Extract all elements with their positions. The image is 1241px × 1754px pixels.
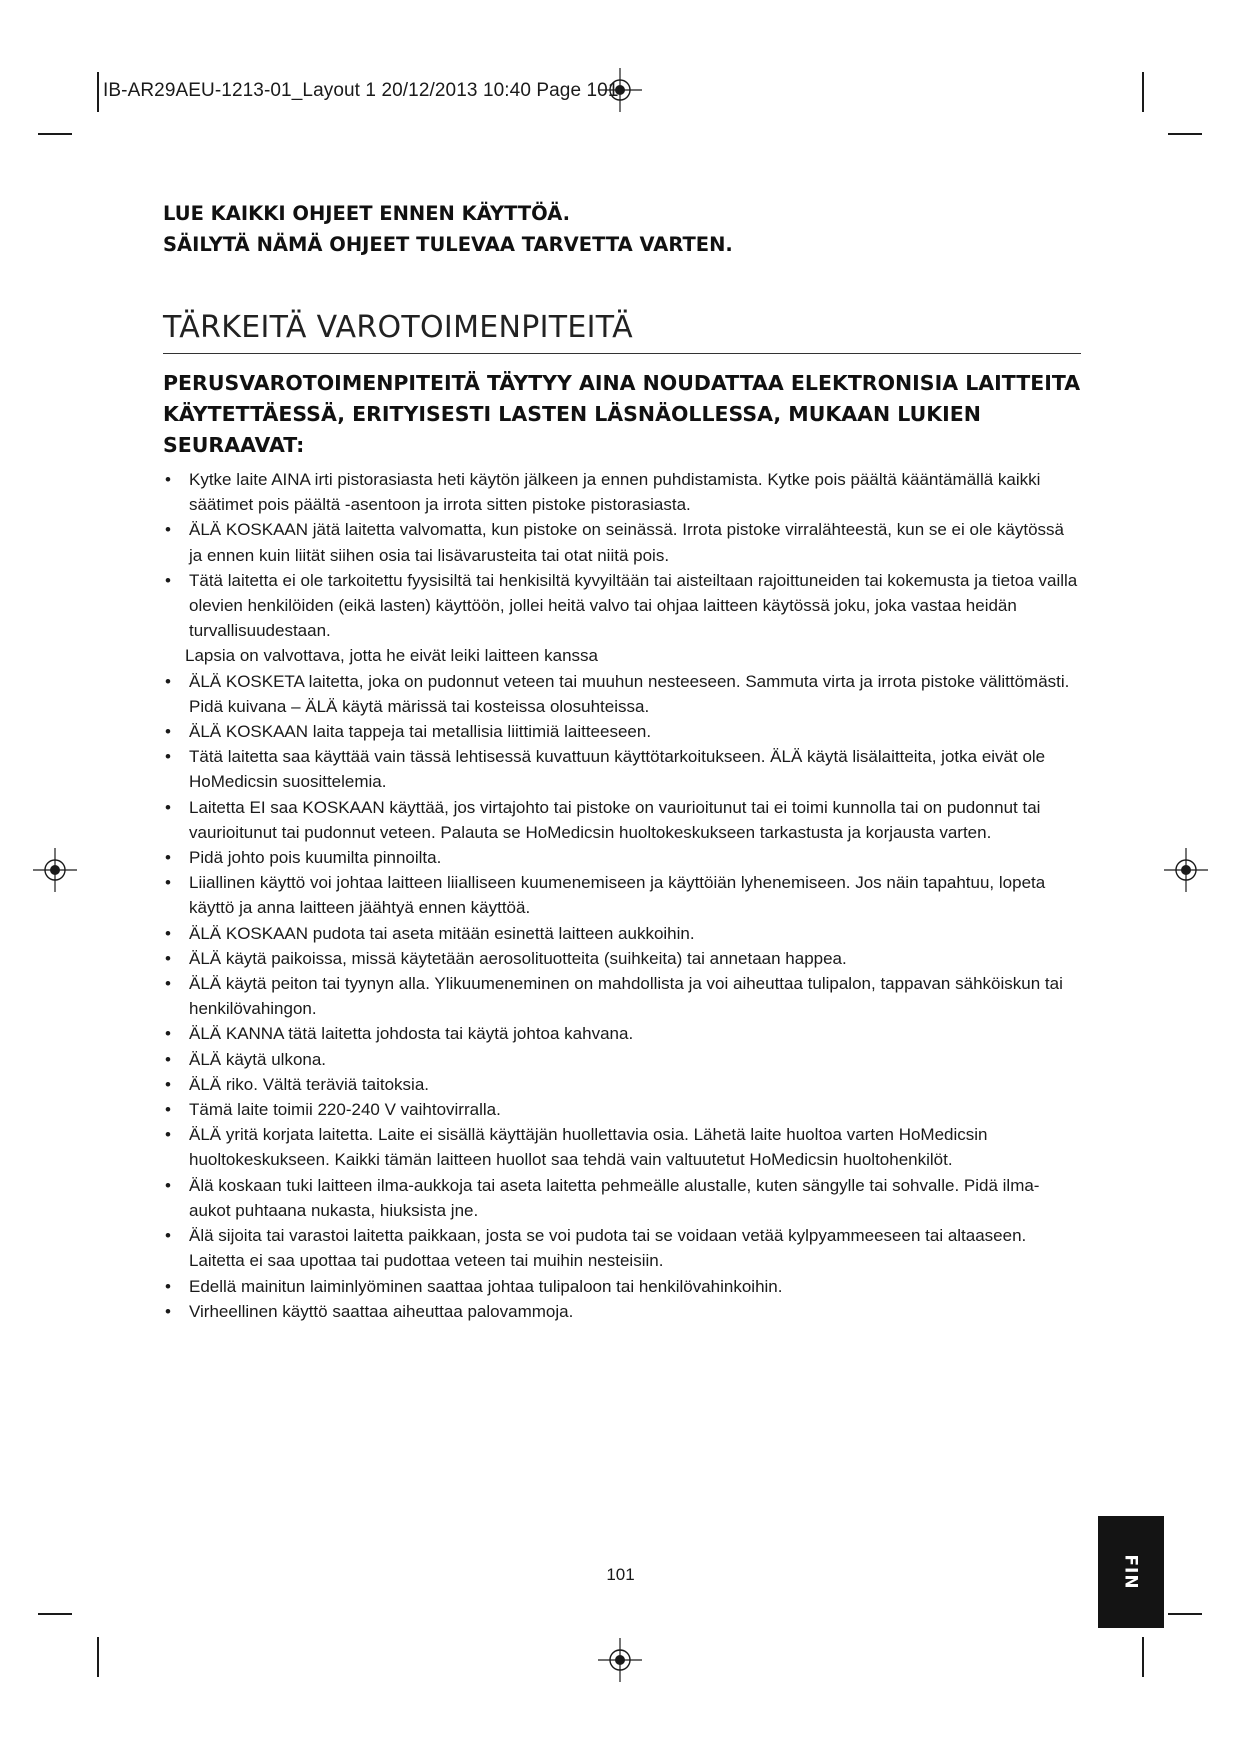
list-item: • Tätä laitetta ei ole tarkoitettu fyysisiltä tai henkisiltä kyvyiltään tai aisteiltaan rajoittuneiden tai kokemusta ja tietoa vailla olevien henkilöiden (eikä lasten) käyttöön, jollei heitä valvo tai ohjaa laitteen käytössä joku, joka vastaa heidän turvallisuudestaan.	[163, 568, 1081, 644]
list-item: • ÄLÄ KOSKETA laitetta, joka on pudonnut veteen tai muuhun nesteeseen. Sammuta virta ja irrota pistoke välittömästi. Pidä kuivana – ÄLÄ käytä märissä tai kosteissa olosuhteissa.	[163, 669, 1081, 719]
list-item: • Kytke laite AINA irti pistorasiasta heti käytön jälkeen ja ennen puhdistamista. Kytke pois päältä kääntämällä kaikki säätimet pois päältä -asentoon ja irrota sitten pistoke pistorasiasta.	[163, 467, 1081, 517]
crop-mark-bottom-right-horizontal	[1168, 1613, 1202, 1615]
registration-mark-bottom-icon	[598, 1638, 642, 1682]
crop-mark-bottom-left-vertical	[97, 1637, 99, 1677]
list-item: • ÄLÄ käytä ulkona.	[163, 1047, 1081, 1072]
crop-mark-top-right-vertical	[1142, 72, 1144, 112]
registration-mark-left-icon	[33, 848, 77, 892]
list-item: • Edellä mainitun laiminlyöminen saattaa johtaa tulipaloon tai henkilövahinkoihin.	[163, 1274, 1081, 1299]
list-item: • ÄLÄ käytä paikoissa, missä käytetään aerosolituotteita (suihkeita) tai annetaan happea.	[163, 946, 1081, 971]
page-number: 101	[606, 1565, 635, 1584]
section-subheading: PERUSVAROTOIMENPITEITÄ TÄYTYY AINA NOUDATTAA ELEKTRONISIA LAITTEITA KÄYTETTÄESSÄ, ERITYISESTI LASTEN LÄSNÄOLLESSA, MUKAAN LUKIEN SEURAAVAT:	[163, 371, 1081, 457]
crop-mark-top-left-horizontal	[38, 133, 72, 135]
intro-line-1: LUE KAIKKI OHJEET ENNEN KÄYTTÖÄ.	[163, 202, 571, 225]
list-item: • ÄLÄ KANNA tätä laitetta johdosta tai käytä johtoa kahvana.	[163, 1021, 1081, 1046]
list-item: • ÄLÄ KOSKAAN jätä laitetta valvomatta, kun pistoke on seinässä. Irrota pistoke virralähteestä, kun se ei ole käytössä ja ennen kuin liität siihen osia tai lisävarusteita tai otat niitä pois.	[163, 517, 1081, 567]
list-item: • Tätä laitetta saa käyttää vain tässä lehtisessä kuvattuun käyttötarkoitukseen. ÄLÄ käytä lisälaitteita, jotka eivät ole HoMedicsin suosittelemia.	[163, 744, 1081, 794]
language-tab	[1098, 1516, 1164, 1628]
list-item: Lapsia on valvottava, jotta he eivät leiki laitteen kanssa	[185, 646, 598, 666]
list-item: • Älä koskaan tuki laitteen ilma-aukkoja tai aseta laitetta pehmeälle alustalle, kuten sängylle tai sohvalle. Pidä ilma-aukot puhtaana nukasta, hiuksista jne.	[163, 1173, 1081, 1223]
language-tab-label: FIN	[1120, 1554, 1141, 1590]
registration-mark-right-icon	[1164, 848, 1208, 892]
crop-mark-top-right-horizontal	[1168, 133, 1202, 135]
list-item: • ÄLÄ käytä peiton tai tyynyn alla. Ylikuumeneminen on mahdollista ja voi aiheuttaa tulipalon, tappavan sähköiskun tai henkilövahingon.	[163, 971, 1081, 1021]
list-item: • ÄLÄ riko. Vältä teräviä taitoksia.	[163, 1072, 1081, 1097]
list-item: • Liiallinen käyttö voi johtaa laitteen liialliseen kuumenemiseen ja käyttöiän lyhenemiseen. Jos näin tapahtuu, lopeta käyttö ja anna laitteen jäähtyä ennen käyttöä.	[163, 870, 1081, 920]
list-item: • ÄLÄ KOSKAAN laita tappeja tai metallisia liittimiä laitteeseen.	[163, 719, 1081, 744]
intro-line-2: SÄILYTÄ NÄMÄ OHJEET TULEVAA TARVETTA VARTEN.	[163, 233, 733, 256]
list-item: • Virheellinen käyttö saattaa aiheuttaa palovammoja.	[163, 1299, 1081, 1324]
list-item: • ÄLÄ yritä korjata laitetta. Laite ei sisällä käyttäjän huollettavia osia. Lähetä laite huoltoa varten HoMedicsin huoltokeskukseen. Kaikki tämän laitteen huollot saa tehdä vain valtuutetut HoMedicsin huoltohenkilöt.	[163, 1122, 1081, 1172]
crop-mark-bottom-left-horizontal	[38, 1613, 72, 1615]
list-item: • ÄLÄ KOSKAAN pudota tai aseta mitään esinettä laitteen aukkoihin.	[163, 921, 1081, 946]
list-item: • Pidä johto pois kuumilta pinnoilta.	[163, 845, 1081, 870]
list-item: • Älä sijoita tai varastoi laitetta paikkaan, josta se voi pudota tai se voidaan vetää kylpyammeeseen tai altaaseen. Laitetta ei saa upottaa tai pudottaa veteen tai muihin nesteisiin.	[163, 1223, 1081, 1273]
crop-mark-bottom-right-vertical	[1142, 1637, 1144, 1677]
print-slug: IB-AR29AEU-1213-01_Layout 1 20/12/2013 10:40 Page 101	[103, 80, 619, 101]
crop-mark-top-left-vertical	[97, 72, 99, 112]
page-title: TÄRKEITÄ VAROTOIMENPITEITÄ	[163, 310, 1081, 354]
list-item: • Laitetta EI saa KOSKAAN käyttää, jos virtajohto tai pistoke on vaurioitunut tai ei toimi kunnolla tai on pudonnut tai vaurioitunut tai pudonnut veteen. Palauta se HoMedicsin huoltokeskukseen tarkastusta ja korjausta varten.	[163, 795, 1081, 845]
warnings-list	[163, 467, 1081, 1324]
document-body	[163, 198, 1081, 1324]
list-item: • Tämä laite toimii 220-240 V vaihtovirralla.	[163, 1097, 1081, 1122]
